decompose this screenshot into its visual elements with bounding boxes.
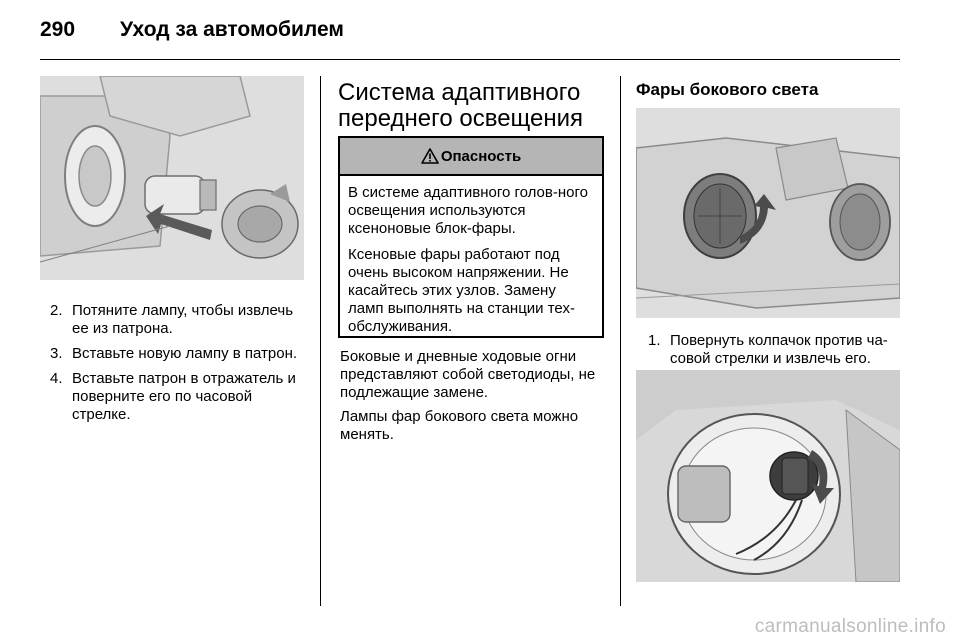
section-title-line-1: Система адаптивного bbox=[338, 79, 581, 106]
danger-paragraph-2: Ксеновые фары работают под очень высоком напряжении. Не касайтесь этих узлов. Замену ламп выполнять на станции тех-обслуживания. bbox=[348, 246, 575, 335]
page-number: 290 bbox=[40, 18, 76, 41]
section-title bbox=[338, 80, 608, 132]
warning-triangle-icon bbox=[421, 148, 439, 164]
step-number: 2. bbox=[50, 302, 63, 319]
step-number: 3. bbox=[50, 345, 63, 362]
step-text: Потяните лампу, чтобы извлечь ее из патрона. bbox=[72, 302, 294, 337]
list-item bbox=[50, 345, 308, 363]
bulb-removal-illustration bbox=[40, 76, 304, 280]
body-paragraph-2: Лампы фар бокового света можно менять. bbox=[340, 408, 579, 443]
danger-header bbox=[340, 138, 602, 176]
left-steps-list bbox=[50, 302, 308, 431]
section-title-line-2: переднего освещения bbox=[338, 105, 584, 132]
danger-box bbox=[338, 136, 604, 338]
list-item bbox=[50, 370, 308, 424]
body-paragraph-1: Боковые и дневные ходовые огни представляют собой светодиоды, не подлежащие замене. bbox=[340, 348, 596, 401]
bulb-socket-illustration bbox=[636, 370, 900, 582]
column-divider-1 bbox=[320, 76, 321, 606]
list-item bbox=[648, 332, 898, 368]
step-text: Вставьте патрон в отражатель и поверните его по часовой стрелке. bbox=[72, 370, 296, 423]
step-text: Повернуть колпачок против ча-совой стрелки и извлечь его. bbox=[670, 332, 888, 367]
danger-body bbox=[340, 176, 602, 350]
watermark: carmanualsonline.info bbox=[754, 616, 946, 637]
header-rule bbox=[40, 59, 900, 60]
right-steps-list bbox=[648, 332, 898, 375]
column-divider-2 bbox=[620, 76, 621, 606]
step-number: 1. bbox=[648, 332, 661, 349]
step-number: 4. bbox=[50, 370, 63, 387]
subsection-title: Фары бокового света bbox=[636, 80, 819, 99]
danger-paragraph-1: В системе адаптивного голов-ного освещения используются ксеноновые блок-фары. bbox=[348, 184, 588, 237]
step-text: Вставьте новую лампу в патрон. bbox=[72, 345, 298, 362]
list-item bbox=[50, 302, 308, 338]
headlamp-cap-illustration bbox=[636, 108, 900, 318]
danger-label: Опасность bbox=[440, 147, 522, 165]
page-title: Уход за автомобилем bbox=[120, 18, 344, 41]
page-header bbox=[40, 14, 900, 54]
